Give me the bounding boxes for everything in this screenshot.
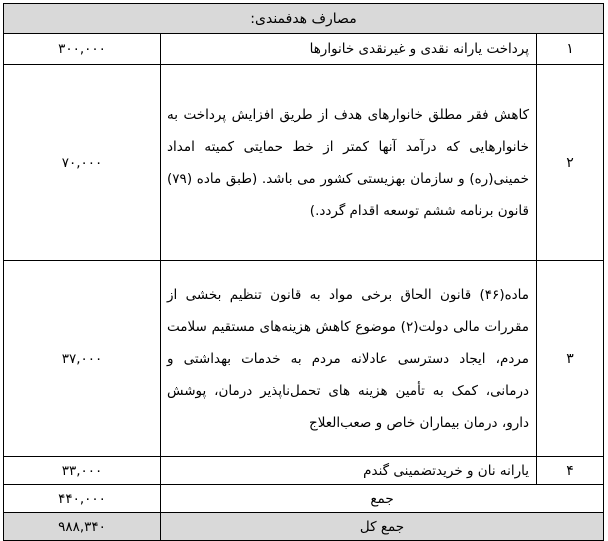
total-value: ۹۸۸,۳۴۰ [4, 513, 161, 541]
table-title-row [4, 4, 604, 34]
table-row [4, 34, 604, 65]
sum-value: ۴۴۰,۰۰۰ [4, 485, 161, 513]
row-amount: ۳۰۰,۰۰۰ [4, 34, 161, 65]
row-number: ۳ [537, 261, 604, 457]
targeted-subsidy-expenditures-table [3, 3, 604, 541]
sum-row [4, 485, 604, 513]
row-description: پرداخت یارانه نقدی و غیرنقدی خانوارها [161, 34, 537, 65]
table-title: مصارف هدفمندی: [4, 4, 604, 34]
total-row [4, 513, 604, 541]
total-label: جمع کل [161, 513, 604, 541]
row-description: ماده(۴۶) قانون الحاق برخی مواد به قانون تنظیم بخشی از مقررات مالی دولت(۲) موضوع کاهش هزینه‌های مستقیم سلامت مردم، ایجاد دسترسی عادلانه مردم به خدمات بهداشتی و درمانی، کمک به تأمین هزینه های تحمل‌ناپذیر درمان، پوشش دارو، درمان بیماران خاص و صعب‌العلاج [161, 261, 537, 457]
sum-label: جمع [161, 485, 604, 513]
table-row [4, 65, 604, 261]
row-description: کاهش فقر مطلق خانوارهای هدف از طریق افزایش پرداخت به خانوارهایی که درآمد آنها کمتر از خط حمایتی کمیته امداد خمینی(ره) و سازمان بهزیستی کشور می باشد. (طبق ماده (۷۹) قانون برنامه ششم توسعه اقدام گردد.) [161, 65, 537, 261]
table-row [4, 261, 604, 457]
row-amount: ۳۳,۰۰۰ [4, 457, 161, 485]
row-number: ۱ [537, 34, 604, 65]
row-number: ۴ [537, 457, 604, 485]
row-amount: ۳۷,۰۰۰ [4, 261, 161, 457]
table-row [4, 457, 604, 485]
row-amount: ۷۰,۰۰۰ [4, 65, 161, 261]
budget-table-container [3, 3, 603, 541]
row-description: یارانه نان و خریدتضمینی گندم [161, 457, 537, 485]
row-number: ۲ [537, 65, 604, 261]
